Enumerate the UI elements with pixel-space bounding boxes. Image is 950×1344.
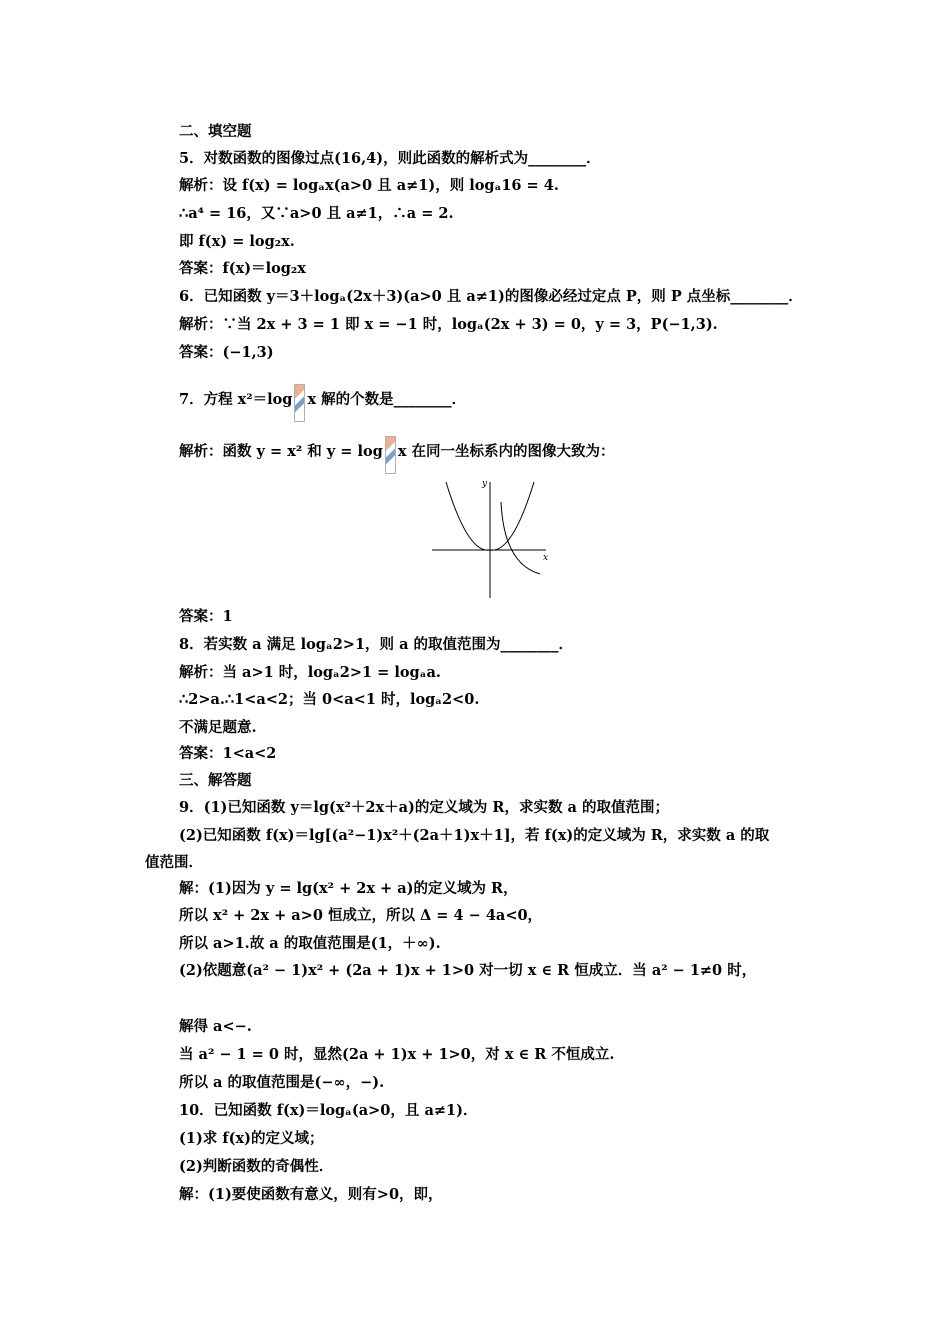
text-line: 二、填空题 [179,123,252,140]
text-line: 所以 a>1.故 a 的取值范围是(1，＋∞). [179,935,441,952]
text-line: 解析：当 a>1 时，logₐ2>1 = logₐa. [179,664,441,681]
text-line: (2)判断函数的奇偶性． [179,1158,334,1175]
question-7-analysis-after: x 在同一坐标系内的图像大致为： [397,443,615,460]
text-line: 解：(1)要使函数有意义，则有>0，即， [179,1186,443,1203]
text-line: 5．对数函数的图像过点(16,4)，则此函数的解析式为________． [179,150,601,167]
question-7 [179,384,467,408]
image-placeholder-icon [385,436,396,474]
text-line: 10．已知函数 f(x)＝logₐ(a>0，且 a≠1)． [179,1102,478,1119]
text-line: (2)已知函数 f(x)＝lg[(a²−1)x²＋(2a＋1)x＋1]，若 f(x)的定义域为 R，求实数 a 的取 [179,827,770,844]
text-line: 即 f(x) = log₂x. [179,233,295,250]
text-line: 三、解答题 [179,772,252,789]
text-line: 解析：设 f(x) = logₐx(a>0 且 a≠1)，则 logₐ16 = 4. [179,177,559,194]
question-7-text-before: 7．方程 x²＝log [179,391,293,408]
text-line: (1)求 f(x)的定义域； [179,1130,324,1147]
y-axis-label: y [482,479,488,489]
text-line: 8．若实数 a 满足 logₐ2>1，则 a 的取值范围为________． [179,636,574,653]
question-7-answer: 答案：1 [179,608,233,625]
text-line: 答案：1<a<2 [179,745,277,762]
question-7-analysis-before: 解析：函数 y = x² 和 y = log [179,443,383,460]
text-line: 解得 a<−. [179,1018,252,1035]
question-7-text-after: x 解的个数是________． [307,391,467,408]
log-curve [501,502,540,574]
text-line: 解析：∵当 2x + 3 = 1 即 x = −1 时，logₐ(2x + 3) = 0，y = 3，P(−1,3). [179,316,718,333]
text-line: 所以 a 的取值范围是(−∞，−). [179,1074,385,1091]
x-axis-label: x [543,553,549,563]
text-line: 所以 x² + 2x + a>0 恒成立，所以 Δ = 4 − 4a<0， [179,907,543,924]
text-line: ∴2>a.∴1<a<2；当 0<a<1 时，logₐ2<0. [179,691,480,708]
function-graph [428,474,556,600]
text-line: 不满足题意. [179,719,257,736]
text-line: 答案：(−1,3) [179,344,274,361]
text-line: 6．已知函数 y＝3＋logₐ(2x＋3)(a>0 且 a≠1)的图像必经过定点 P，则 P 点坐标________． [179,288,803,305]
text-line: 9．(1)已知函数 y＝lg(x²＋2x＋a)的定义域为 R，求实数 a 的取值范围； [179,799,669,816]
text-line: ∴a⁴ = 16，又∵a>0 且 a≠1，∴a = 2. [179,205,454,222]
text-line: 值范围． [145,854,203,871]
question-7-analysis [179,436,615,460]
image-placeholder-icon [294,384,305,422]
text-line: 当 a² − 1 = 0 时，显然(2a + 1)x + 1>0，对 x ∈ R 不恒成立. [179,1046,615,1063]
text-line: (2)依题意(a² − 1)x² + (2a + 1)x + 1>0 对一切 x ∈ R 恒成立．当 a² − 1≠0 时， [179,962,757,979]
text-line: 答案：f(x)＝log₂x [179,260,306,277]
text-line: 解：(1)因为 y = lg(x² + 2x + a)的定义域为 R， [179,880,518,897]
